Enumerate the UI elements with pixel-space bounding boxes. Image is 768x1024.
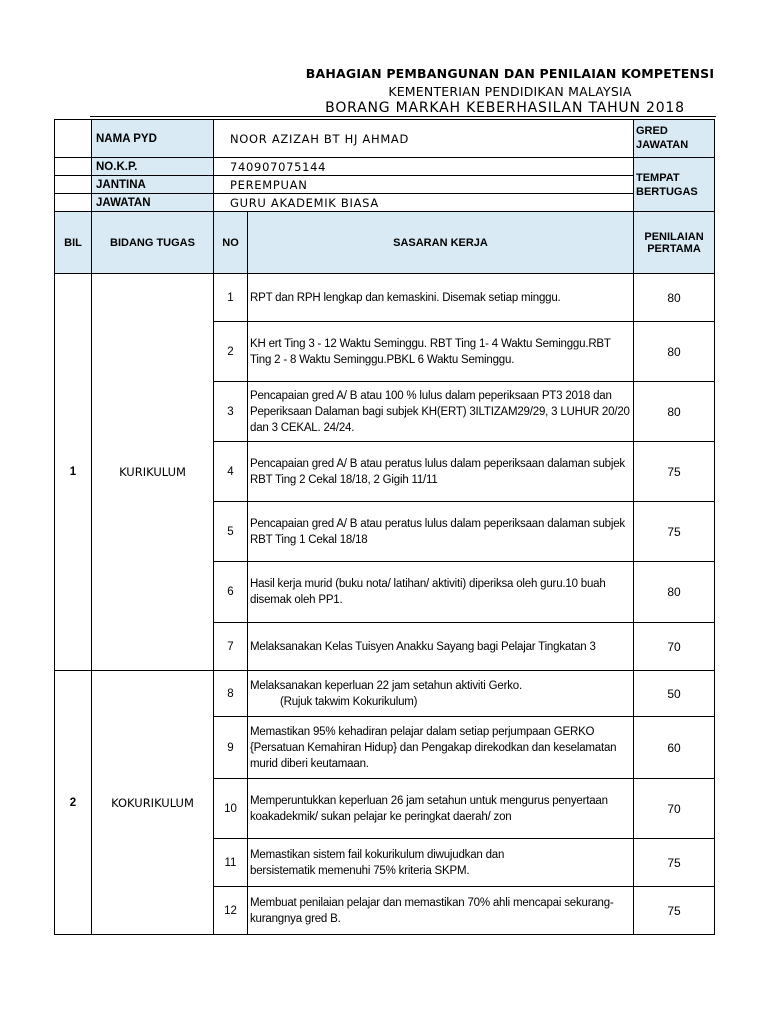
info-row-jantina <box>55 176 715 194</box>
jawatan-value: GURU AKADEMIK BIASA <box>214 194 634 212</box>
sasaran-line: Melaksanakan keperluan 22 jam setahun aktiviti Gerko. <box>250 679 522 692</box>
bil-cell: 1 <box>55 274 92 671</box>
table-row <box>55 671 715 717</box>
jawatan-label: JAWATAN <box>92 194 214 212</box>
col-header-bidang: BIDANG TUGAS <box>92 212 214 274</box>
no-cell: 10 <box>214 779 248 839</box>
no-cell: 5 <box>214 502 248 562</box>
info-blank-cell <box>55 194 92 212</box>
tempat-bertugas-label: TEMPAT BERTUGAS <box>634 158 715 212</box>
sasaran-cell: Memperuntukkan keperluan 26 jam setahun untuk mengurus penyertaan koakadekmik/ sukan pelajar ke peringkat daerah/ zon <box>248 779 634 839</box>
no-cell: 7 <box>214 623 248 671</box>
header-divider <box>90 116 716 117</box>
score-cell: 80 <box>634 562 715 623</box>
sasaran-cell: Pencapaian gred A/ B atau peratus lulus dalam peperiksaan dalaman subjek RBT Ting 1 Cekal 18/18 <box>248 502 634 562</box>
sasaran-cell: Pencapaian gred A/ B atau peratus lulus dalam peperiksaan dalaman subjek RBT Ting 2 Cekal 18/18, 2 Gigih 11/11 <box>248 442 634 502</box>
no-cell: 8 <box>214 671 248 717</box>
score-cell: 70 <box>634 623 715 671</box>
info-blank-cell <box>55 176 92 194</box>
header-title-division: BAHAGIAN PEMBANGUNAN DAN PENILAIAN KOMPETENSI <box>305 66 715 81</box>
score-cell: 75 <box>634 502 715 562</box>
nama-label: NAMA PYD <box>92 120 214 158</box>
no-cell: 1 <box>214 274 248 322</box>
sasaran-line: Memastikan sistem fail kokurikulum diwujudkan dan <box>250 848 505 861</box>
col-header-bil: BIL <box>55 212 92 274</box>
sasaran-cell <box>248 671 634 717</box>
no-cell: 6 <box>214 562 248 623</box>
col-header-penilaian: PENILAIAN PERTAMA <box>634 212 715 274</box>
gred-jawatan-label: GRED JAWATAN <box>634 120 715 158</box>
sasaran-cell: Hasil kerja murid (buku nota/ latihan/ aktiviti) diperiksa oleh guru.10 buah disemak oleh PP1. <box>248 562 634 623</box>
score-cell: 75 <box>634 442 715 502</box>
bidang-cell: KOKURIKULUM <box>92 671 214 935</box>
bidang-cell: KURIKULUM <box>92 274 214 671</box>
score-cell: 50 <box>634 671 715 717</box>
no-cell: 4 <box>214 442 248 502</box>
sasaran-cell <box>248 839 634 887</box>
sasaran-line-2: bersistematik memenuhi 75% kriteria SKPM. <box>250 864 470 877</box>
nokp-label: NO.K.P. <box>92 158 214 176</box>
sasaran-cell: Memastikan 95% kehadiran pelajar dalam setiap perjumpaan GERKO {Persatuan Kemahiran Hidup} dan Pengakap direkodkan dan keselamatan murid diberi keutamaan. <box>248 717 634 779</box>
no-cell: 2 <box>214 322 248 382</box>
jantina-label: JANTINA <box>92 176 214 194</box>
info-blank-cell <box>55 158 92 176</box>
score-cell: 80 <box>634 382 715 442</box>
score-cell: 80 <box>634 322 715 382</box>
info-row-nama <box>55 120 715 158</box>
sasaran-line-2: (Rujuk takwim Kokurikulum) <box>280 695 418 708</box>
sasaran-cell: Pencapaian gred A/ B atau 100 % lulus dalam peperiksaan PT3 2018 dan Peperiksaan Dalaman bagi subjek KH(ERT) 3ILTIZAM29/29, 3 LUHUR 20/20 dan 3 CEKAL. 24/24. <box>248 382 634 442</box>
info-row-jawatan <box>55 194 715 212</box>
table-row <box>55 274 715 322</box>
info-row-nokp <box>55 158 715 176</box>
sasaran-cell: Melaksanakan Kelas Tuisyen Anakku Sayang bagi Pelajar Tingkatan 3 <box>248 623 634 671</box>
sasaran-cell: Membuat penilaian pelajar dan memastikan 70% ahli mencapai sekurang-kurangnya gred B. <box>248 887 634 935</box>
no-cell: 11 <box>214 839 248 887</box>
sasaran-cell: KH ert Ting 3 - 12 Waktu Seminggu. RBT Ting 1- 4 Waktu Seminggu.RBT Ting 2 - 8 Waktu Seminggu.PBKL 6 Waktu Seminggu. <box>248 322 634 382</box>
jantina-value: PEREMPUAN <box>214 176 634 194</box>
sasaran-cell: RPT dan RPH lengkap dan kemaskini. Disemak setiap minggu. <box>248 274 634 322</box>
col-header-no: NO <box>214 212 248 274</box>
no-cell: 3 <box>214 382 248 442</box>
nama-value: NOOR AZIZAH BT HJ AHMAD <box>214 120 634 158</box>
header-title-ministry: KEMENTERIAN PENDIDIKAN MALAYSIA <box>388 84 632 99</box>
bil-cell: 2 <box>55 671 92 935</box>
no-cell: 12 <box>214 887 248 935</box>
evaluation-form-table <box>54 119 715 935</box>
info-blank-cell <box>55 120 92 158</box>
score-cell: 75 <box>634 887 715 935</box>
score-cell: 80 <box>634 274 715 322</box>
col-header-sasaran: SASARAN KERJA <box>248 212 634 274</box>
score-cell: 60 <box>634 717 715 779</box>
score-cell: 75 <box>634 839 715 887</box>
no-cell: 9 <box>214 717 248 779</box>
header-title-form: BORANG MARKAH KEBERHASILAN TAHUN 2018 <box>325 100 685 116</box>
score-cell: 70 <box>634 779 715 839</box>
column-header-row <box>55 212 715 274</box>
nokp-value: 740907075144 <box>214 158 634 176</box>
